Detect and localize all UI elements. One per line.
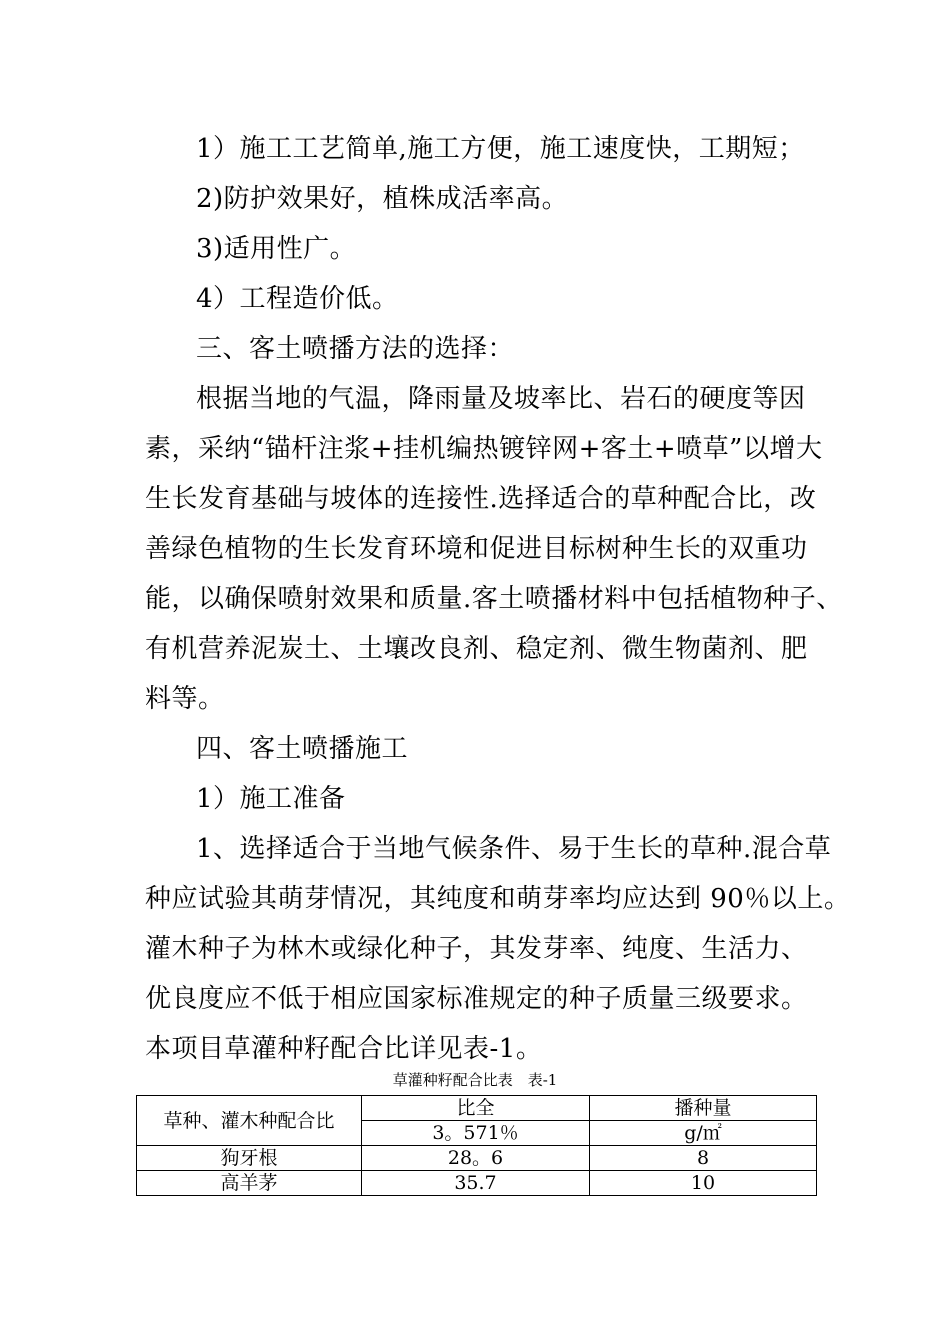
body-line: 种应试验其萌芽情况，其纯度和萌芽率均应达到 90％以上。	[145, 884, 851, 914]
advantage-item-3: 3)适用性广。	[196, 234, 357, 264]
cell-species: 狗牙根	[137, 1146, 362, 1171]
advantage-item-4: 4）工程造价低。	[196, 284, 399, 314]
body-line: 生长发育基础与坡体的连接性.选择适合的草种配合比，改	[145, 484, 817, 514]
body-line: 灌木种子为林木或绿化种子，其发芽率、纯度、生活力、	[145, 934, 808, 964]
cell-ratio: 28。6	[362, 1146, 590, 1171]
header-ratio: 比全	[362, 1096, 590, 1121]
section-heading-4: 四、客土喷播施工	[196, 734, 409, 764]
body-line: 料等。	[145, 684, 225, 714]
body-line: 有机营养泥炭土、土壤改良剂、稳定剂、微生物菌剂、肥	[145, 634, 808, 664]
body-line: 优良度应不低于相应国家标准规定的种子质量三级要求。	[145, 984, 808, 1014]
cell-species: 高羊茅	[137, 1171, 362, 1196]
header-ratio-value: 3。571％	[362, 1121, 590, 1146]
header-species: 草种、灌木种配合比	[137, 1096, 362, 1146]
body-line: 根据当地的气温，降雨量及坡率比、岩石的硬度等因	[196, 384, 806, 414]
header-amount: 播种量	[590, 1096, 817, 1121]
header-amount-unit: g/㎡	[590, 1121, 817, 1146]
cell-amount: 10	[590, 1171, 817, 1196]
table-row	[137, 1171, 817, 1196]
cell-amount: 8	[590, 1146, 817, 1171]
table-header-row	[137, 1096, 817, 1121]
body-line: 素，采纳“锚杆注浆+挂机编热镀锌网+客土+喷草”以增大	[145, 434, 823, 464]
table-caption: 草灌种籽配合比表 表-1	[392, 1071, 558, 1089]
body-line: 1、选择适合于当地气候条件、易于生长的草种.混合草	[196, 834, 832, 864]
body-line: 能，以确保喷射效果和质量.客土喷播材料中包括植物种子、	[145, 584, 843, 614]
seed-ratio-table	[136, 1095, 817, 1196]
advantage-item-1: 1）施工工艺简单,施工方便，施工速度快，工期短；	[196, 134, 805, 164]
advantage-item-2: 2)防护效果好，植株成活率高。	[196, 184, 569, 214]
table-row	[137, 1146, 817, 1171]
cell-ratio: 35.7	[362, 1171, 590, 1196]
body-line: 善绿色植物的生长发育环境和促进目标树种生长的双重功	[145, 534, 808, 564]
subsection-heading: 1）施工准备	[196, 784, 346, 814]
section-heading-3: 三、客土喷播方法的选择：	[196, 334, 515, 364]
body-line: 本项目草灌种籽配合比详见表-1。	[145, 1034, 543, 1064]
